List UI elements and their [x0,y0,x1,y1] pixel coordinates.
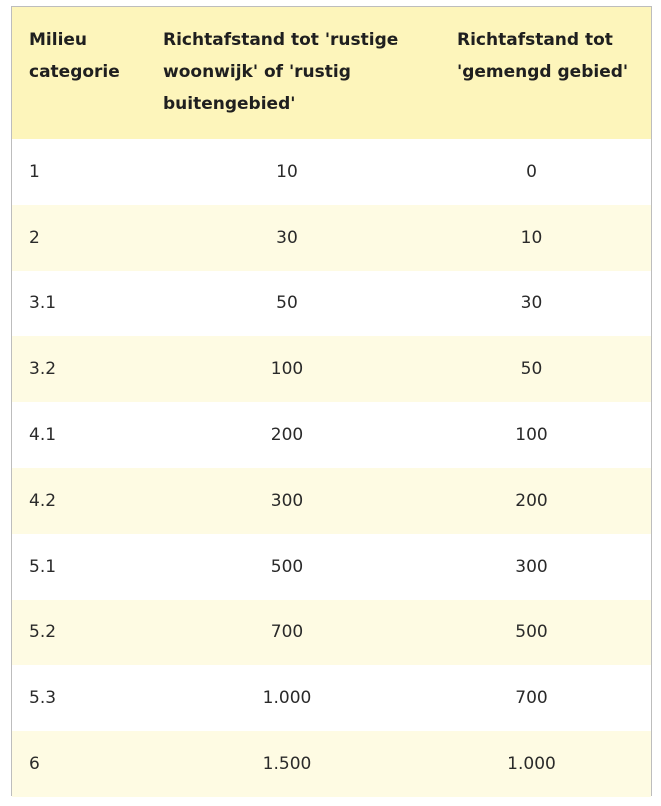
cell-distance-quiet: 100 [270,359,304,380]
header-distance-mixed: Richtafstand tot 'gemengd gebied' [457,30,629,82]
cell-distance-quiet: 10 [276,161,298,182]
cell-distance-quiet: 300 [270,490,304,511]
cell-category: 5.3 [29,688,57,709]
cell-distance-quiet: 30 [276,227,298,248]
cell-distance-quiet: 1.500 [262,754,312,775]
cell-category: 2 [29,227,40,248]
cell-distance-quiet: 1.000 [262,688,312,709]
cell-distance-quiet: 500 [270,556,304,577]
cell-distance-quiet: 700 [270,622,304,643]
cell-distance-mixed: 200 [515,490,548,511]
table-row [12,402,651,468]
header-row [12,7,651,139]
cell-distance-mixed: 500 [515,622,548,643]
table-row [12,336,651,402]
table-row [12,731,651,797]
header-distance-quiet: Richtafstand tot 'rustige woonwijk' of 'rustig buitengebied' [163,30,399,114]
cell-distance-mixed: 100 [515,425,548,446]
table-body [12,139,651,797]
cell-category: 3.1 [29,293,57,314]
table-header [12,7,651,139]
cell-category: 4.2 [29,490,57,511]
cell-category: 3.2 [29,359,57,380]
cell-distance-mixed: 700 [515,688,548,709]
header-category: Milieu categorie [29,30,120,82]
cell-distance-mixed: 300 [515,556,548,577]
cell-distance-mixed: 10 [520,227,543,248]
table-row [12,139,651,205]
table-row [12,600,651,666]
cell-category: 1 [29,161,40,182]
cell-distance-mixed: 30 [520,293,543,314]
cell-category: 4.1 [29,425,57,446]
cell-category: 6 [29,754,40,775]
cell-distance-mixed: 1.000 [507,754,556,775]
table-row [12,468,651,534]
table-row [12,205,651,271]
table-row [12,534,651,600]
cell-category: 5.1 [29,556,57,577]
table-row [12,271,651,337]
distance-table [12,7,651,797]
cell-distance-quiet: 200 [270,425,304,446]
cell-distance-mixed: 0 [526,161,537,182]
table-row [12,665,651,731]
cell-distance-mixed: 50 [520,359,543,380]
distance-table-frame [11,6,652,796]
cell-category: 5.2 [29,622,57,643]
cell-distance-quiet: 50 [276,293,298,314]
